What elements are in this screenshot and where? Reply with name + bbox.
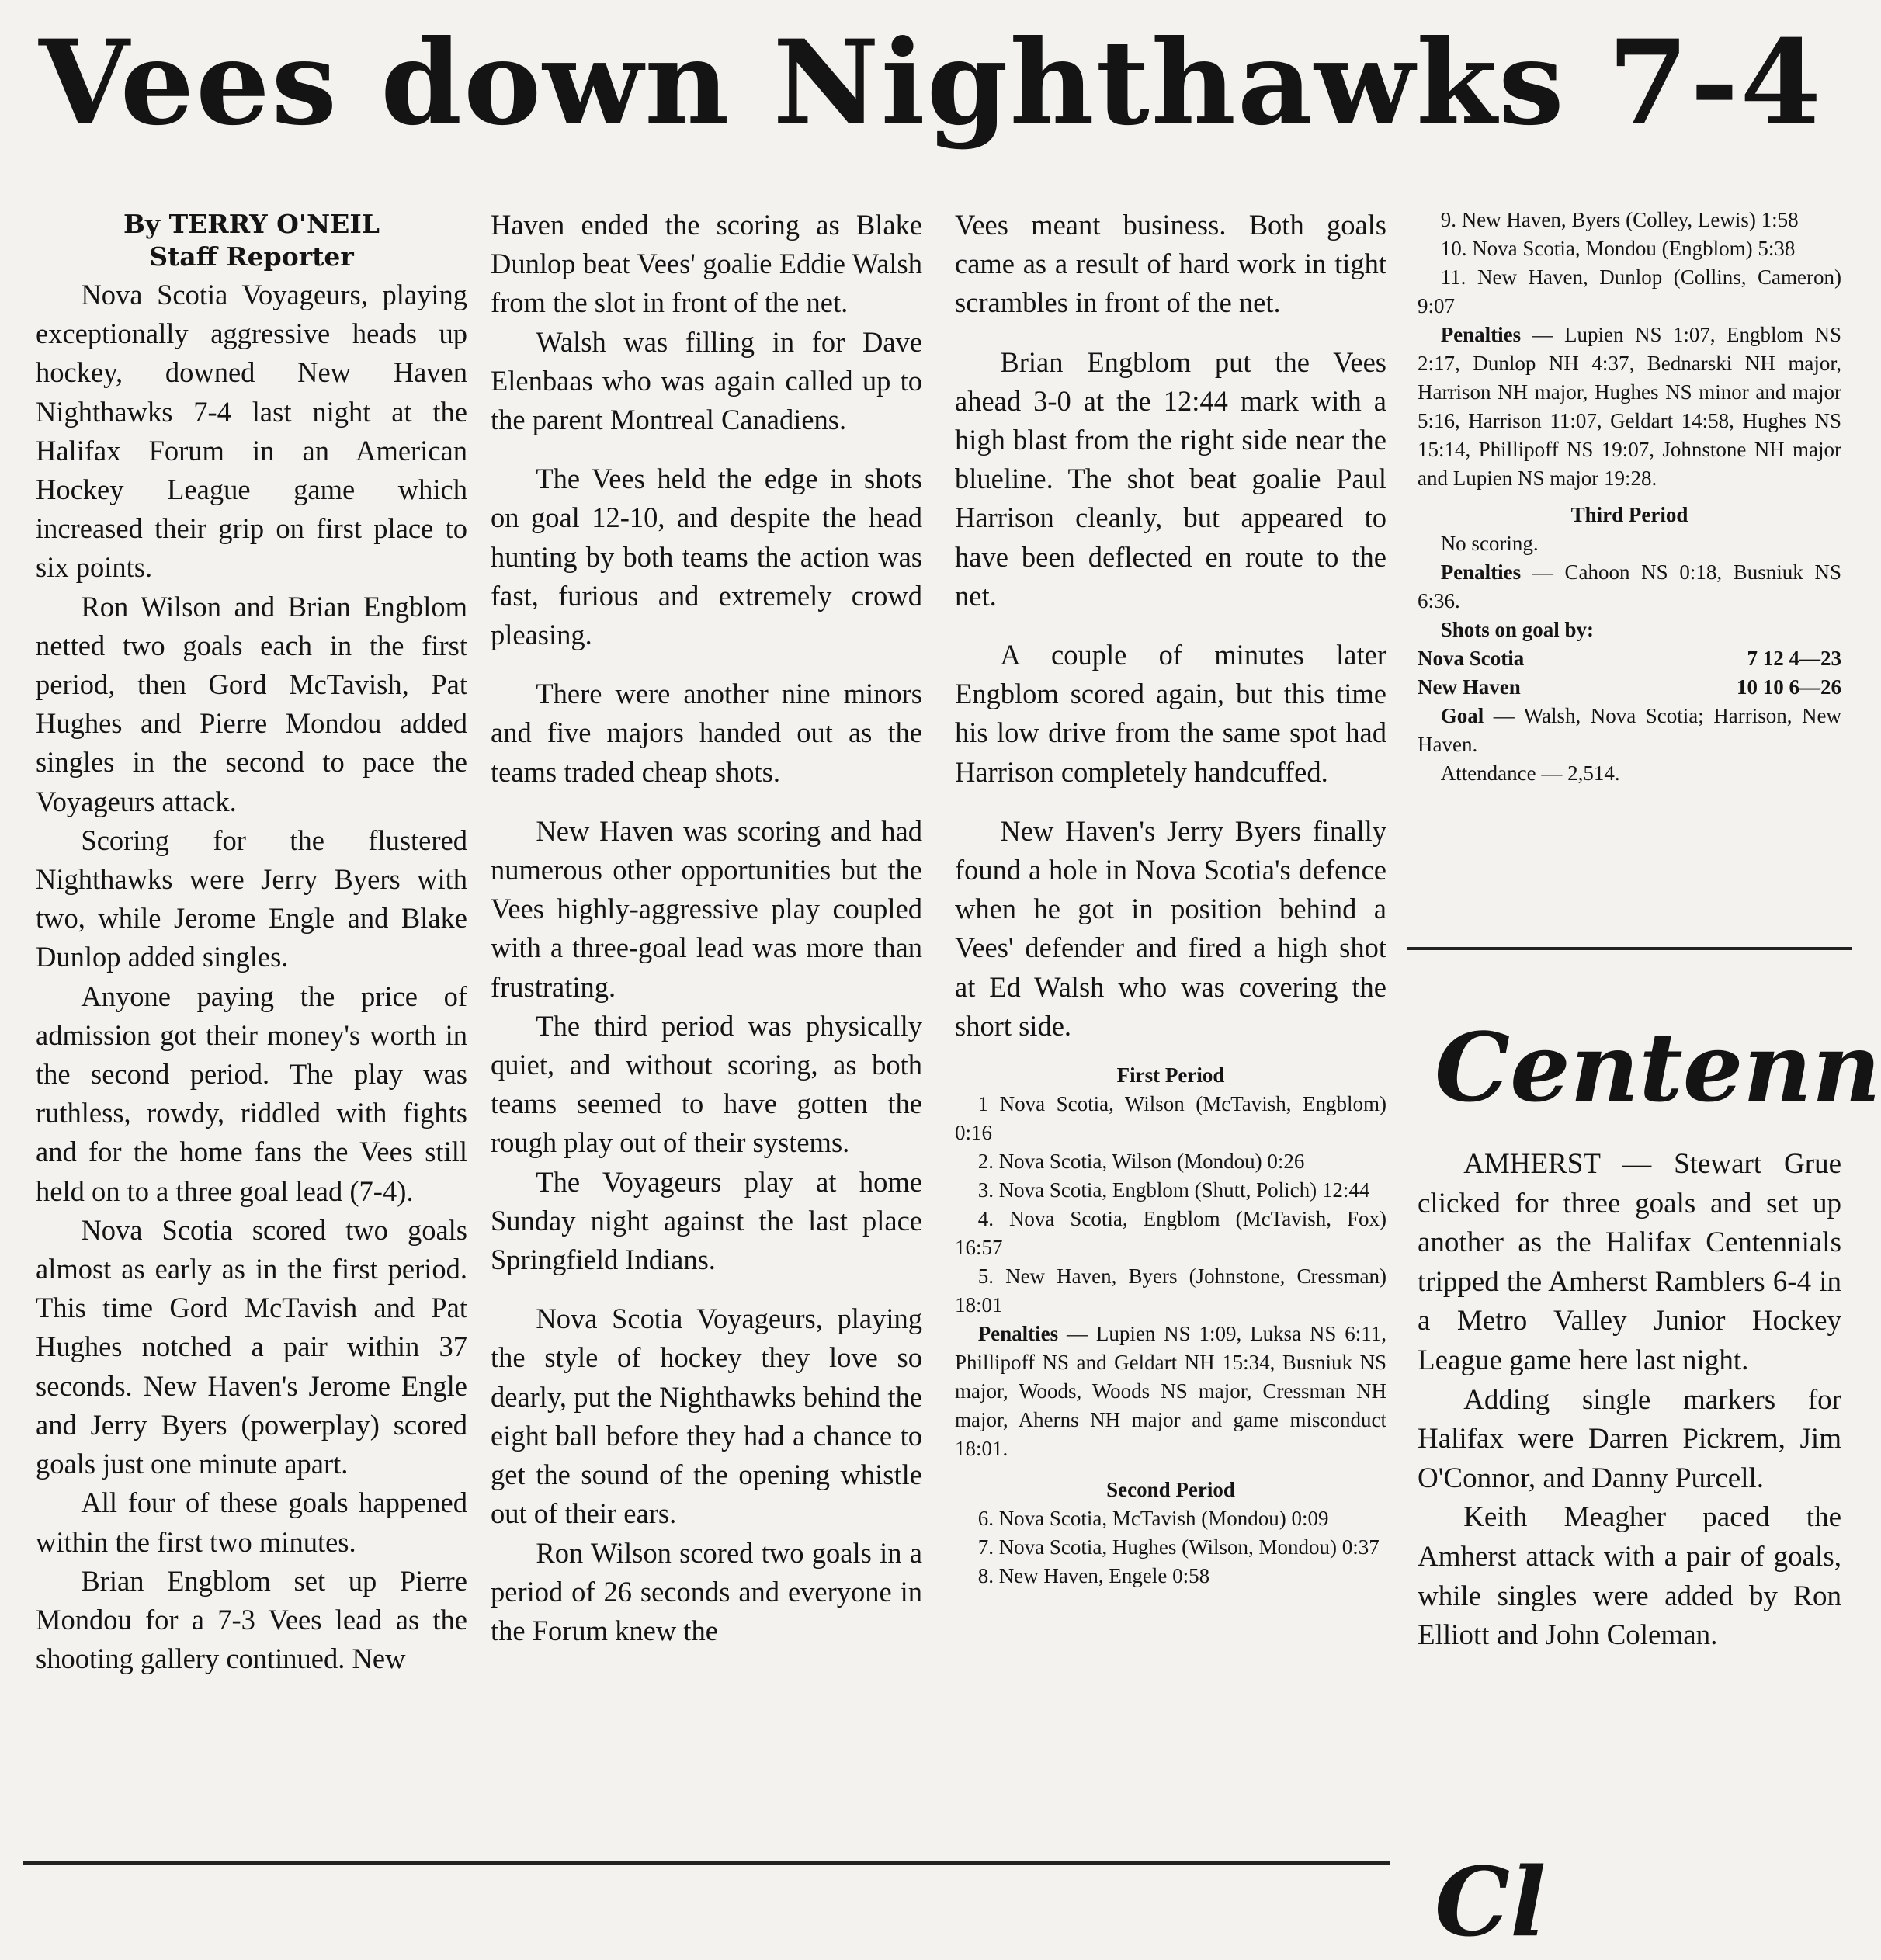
paragraph: Adding single markers for Halifax were Darren Pickrem, Jim O'Connor, and Danny Purcell.: [1418, 1383, 1841, 1494]
paragraph: Anyone paying the price of admission got their money's worth in the second period. The play was ruthless, rowdy, riddled with fights and for the home fans the Vees still held on to a three goal lead (7-4).: [36, 980, 467, 1207]
penalties-line: [1418, 321, 1841, 493]
scoring-line: 10. Nova Scotia, Mondou (Engblom) 5:38: [1440, 237, 1796, 260]
paragraph: Haven ended the scoring as Blake Dunlop beat Vees' goalie Eddie Walsh from the slot in front of the net.: [491, 209, 922, 319]
shots-row: [1418, 673, 1841, 702]
paragraph: Scoring for the flustered Nighthawks were Jerry Byers with two, while Jerome Engle and Blake Dunlop added singles.: [36, 824, 467, 973]
paragraph: All four of these goals happened within the first two minutes.: [36, 1486, 467, 1558]
paragraph: AMHERST — Stewart Grue clicked for three goals and set up another as the Halifax Centennials tripped the Amherst Ramblers 6-4 in a Metro Valley Junior Hockey League game here last night.: [1418, 1148, 1841, 1376]
penalties-label: Penalties: [977, 1322, 1059, 1346]
scoring-line: 3. Nova Scotia, Engblom (Shutt, Polich) 12:44: [977, 1178, 1370, 1202]
byline-title: Staff Reporter: [149, 241, 354, 272]
paragraph: New Haven's Jerry Byers finally found a hole in Nova Scotia's defence when he got in position behind a Vees' defender and fired a high shot at Ed Walsh who was covering the short side.: [955, 814, 1386, 1042]
bottom-rule: [23, 1861, 1390, 1865]
attendance-line: Attendance — 2,514.: [1440, 761, 1620, 785]
paragraph: Ron Wilson and Brian Engblom netted two goals each in the first period, then Gord McTavish, Pat Hughes and Pierre Mondou added singles in the second to pace the Voyageurs attack.: [36, 590, 467, 817]
penalties-label: Penalties: [1440, 560, 1522, 584]
paragraph: The Voyageurs play at home Sunday night against the last place Springfield Indians.: [491, 1165, 922, 1276]
shots-heading: Shots on goal by:: [1440, 618, 1594, 641]
paragraph: There were another nine minors and five majors handed out as the teams traded cheap shots.: [491, 678, 922, 788]
article-column-1: [36, 206, 467, 1678]
paragraph: Nova Scotia Voyageurs, playing exceptionally aggressive heads up hockey, downed New Haven Nighthawks 7-4 last night at the Halifax Forum in an American Hockey League game which increased their grip on first place to six points.: [36, 279, 467, 584]
paragraph: Nova Scotia Voyageurs, playing the style of hockey they love so dearly, put the Nighthawks behind the eight ball before they had a chance to get the sound of the opening whistle out of their ears.: [491, 1303, 922, 1530]
paragraph: The third period was physically quiet, and without scoring, as both teams seemed to have gotten the rough play out of their systems.: [491, 1009, 922, 1159]
paragraph: Ron Wilson scored two goals in a period of 26 seconds and everyone in the Forum knew the: [491, 1536, 922, 1646]
shots-row: [1418, 644, 1841, 673]
goal-label: Goal: [1440, 704, 1484, 727]
second-story-headline: Centenn: [1435, 1011, 1881, 1123]
scoring-line: 11. New Haven, Dunlop (Collins, Cameron) 9:07: [1418, 265, 1841, 317]
shots-values: 10 10 6—26: [1737, 675, 1841, 699]
byline-author: By TERRY O'NEIL: [123, 209, 380, 239]
scoring-line: 6. Nova Scotia, McTavish (Mondou) 0:09: [977, 1507, 1329, 1531]
paragraph: Nova Scotia scored two goals almost as early as in the first period. This time Gord McTavish and Pat Hughes notched a pair within 37 seconds. New Haven's Jerome Engle and Jerry Byers (powerplay) scored goals just one minute apart.: [36, 1213, 467, 1480]
penalties-label: Penalties: [1440, 323, 1522, 346]
paragraph: Walsh was filling in for Dave Elenbaas who was again called up to the parent Montreal Canadiens.: [491, 325, 922, 436]
paragraph: Brian Engblom put the Vees ahead 3-0 at the 12:44 mark with a high blast from the right side near the blueline. The shot beat goalie Paul Harrison cleanly, but appeared to have been deflected en route to the net.: [955, 345, 1386, 612]
penalties-line: [1418, 558, 1841, 616]
second-period-heading: Second Period: [1106, 1478, 1235, 1502]
article-column-2: [491, 206, 922, 1650]
first-period-heading: First Period: [1116, 1063, 1225, 1088]
paragraph: Keith Meagher paced the Amherst attack with a pair of goals, while singles were added by Ron Elliott and John Coleman.: [1418, 1501, 1841, 1652]
scoring-line: 5. New Haven, Byers (Johnstone, Cressman) 18:01: [955, 1264, 1386, 1317]
paragraph: The Vees held the edge in shots on goal 12-10, and despite the head hunting by both teams the action was fast, furious and extremely crowd pleasing.: [491, 463, 922, 651]
paragraph: Brian Engblom set up Pierre Mondou for a 7-3 Vees lead as the shooting gallery continued. New: [36, 1564, 467, 1675]
paragraph: Vees meant business. Both goals came as a result of hard work in tight scrambles in front of the net.: [955, 209, 1386, 319]
scoring-line: 8. New Haven, Engele 0:58: [977, 1564, 1210, 1588]
column-divider-rule: [1407, 947, 1852, 950]
third-scoring: No scoring.: [1440, 532, 1539, 555]
second-story-body: [1418, 1145, 1841, 1656]
shots-team: Nova Scotia: [1418, 647, 1525, 670]
scoring-line: 7. Nova Scotia, Hughes (Wilson, Mondou) 0:37: [977, 1535, 1380, 1559]
goalies-line: [1418, 702, 1841, 759]
paragraph: A couple of minutes later Engblom scored again, but this time his low drive from the same spot had Harrison completely handcuffed.: [955, 639, 1386, 788]
penalties-text: — Lupien NS 1:07, Engblom NS 2:17, Dunlop NH 4:37, Bednarski NH major, Harrison NH major, Hughes NS minor and major 5:16, Harrison 11:07, Geldart 14:58, Hughes NS 15:14, Phillipoff NS 19:07, Johnstone NH major and Lupien NS major 19:28.: [1418, 323, 1841, 490]
shots-team: New Haven: [1418, 675, 1521, 699]
penalties-text: — Lupien NS 1:09, Luksa NS 6:11, Phillipoff NS and Geldart NH 15:34, Busniuk NS major, Woods, Woods NS major, Cressman NH major, Aherns NH major and game misconduct 18:01.: [955, 1322, 1387, 1461]
scoring-line: 2. Nova Scotia, Wilson (Mondou) 0:26: [977, 1150, 1305, 1174]
shots-values: 7 12 4—23: [1747, 647, 1841, 670]
scoring-line: 4. Nova Scotia, Engblom (McTavish, Fox) 16:57: [955, 1207, 1386, 1260]
penalties-line: [955, 1320, 1386, 1463]
article-column-3: [955, 206, 1386, 1591]
game-summary-part-1: [955, 1061, 1386, 1591]
third-period-heading: Third Period: [1570, 503, 1688, 526]
next-story-headline-fragment: Cl: [1435, 1846, 1546, 1958]
paragraph: New Haven was scoring and had numerous other opportunities but the Vees highly-aggressive play coupled with a three-goal lead was more than frustrating.: [491, 814, 922, 1003]
scoring-line: 1 Nova Scotia, Wilson (McTavish, Engblom) 0:16: [955, 1092, 1386, 1145]
headline: Vees down Nighthawks 7-4: [39, 15, 1823, 151]
scoring-line: 9. New Haven, Byers (Colley, Lewis) 1:58: [1440, 208, 1799, 231]
goal-text: — Walsh, Nova Scotia; Harrison, New Haven.: [1418, 704, 1841, 756]
game-summary-part-2: [1418, 206, 1841, 788]
penalties-text: — Cahoon NS 0:18, Busniuk NS 6:36.: [1418, 560, 1841, 612]
